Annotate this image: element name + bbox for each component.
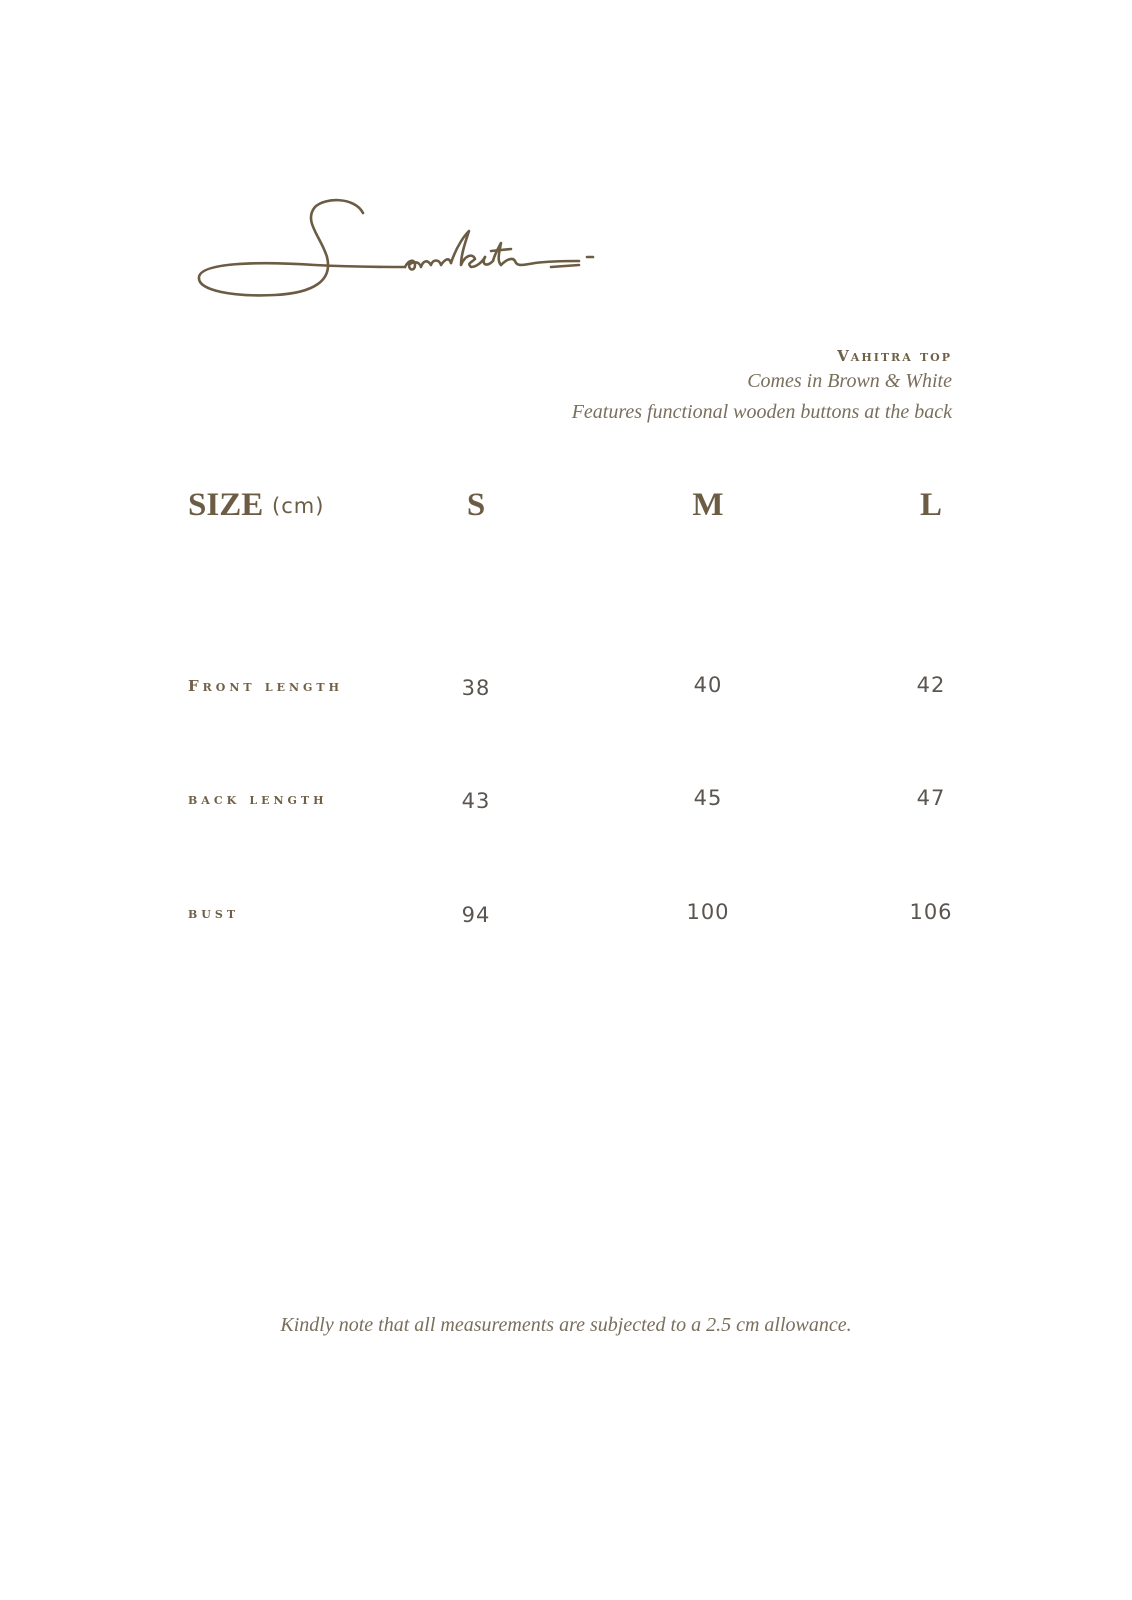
row-label-back-length: back length xyxy=(188,790,328,808)
size-column-l: L xyxy=(919,487,942,523)
product-color-line: Comes in Brown & White xyxy=(747,370,952,392)
allowance-footnote: Kindly note that all measurements are subjected to a 2.5 cm allowance. xyxy=(280,1314,852,1336)
product-title: Vahitra top xyxy=(837,347,952,365)
table-row-front-length xyxy=(0,668,1132,708)
row-label-front-length: Front length xyxy=(188,677,343,695)
size-label: SIZE xyxy=(188,487,264,523)
size-column-m: M xyxy=(692,487,724,523)
cell-bust-m: 100 xyxy=(686,900,730,924)
size-table-header xyxy=(0,483,1132,531)
cell-back-length-m: 45 xyxy=(693,786,723,810)
cell-bust-s: 94 xyxy=(461,903,491,927)
cell-bust-l: 106 xyxy=(909,900,953,924)
product-feature-line: Features functional wooden buttons at the back xyxy=(571,401,952,423)
cell-back-length-l: 47 xyxy=(916,786,946,810)
product-info xyxy=(392,346,952,428)
signature-logo xyxy=(195,195,615,310)
unit-label: (cm) xyxy=(272,494,325,518)
table-row-bust xyxy=(0,895,1132,935)
size-column-s: S xyxy=(466,487,486,523)
table-row-back-length xyxy=(0,781,1132,821)
cell-front-length-s: 38 xyxy=(461,676,491,700)
cell-back-length-s: 43 xyxy=(461,789,491,813)
row-label-bust: bust xyxy=(188,904,240,922)
cell-front-length-m: 40 xyxy=(693,673,723,697)
cell-front-length-l: 42 xyxy=(916,673,946,697)
